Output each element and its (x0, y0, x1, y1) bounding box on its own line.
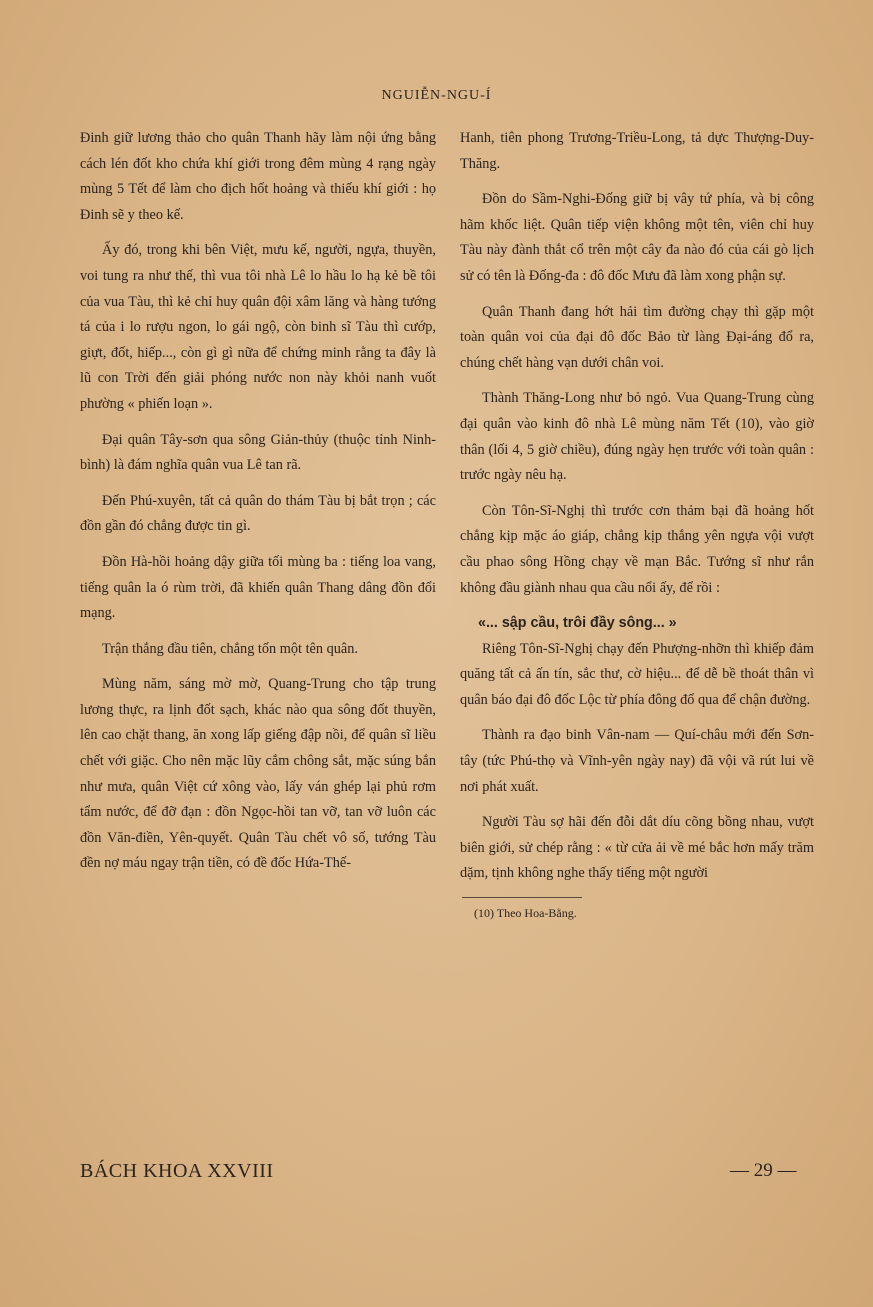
paragraph: Quân Thanh đang hớt hải tìm đường chạy thì gặp một toàn quân voi của đại đô đốc Bảo từ làng Đại-áng đổ ra, chúng chết hàng vạn dưới chân voi. (460, 303, 814, 371)
page-number: — 29 — (730, 1160, 797, 1181)
paragraph: Đại quân Tây-sơn qua sông Giản-thủy (thuộc tỉnh Ninh-bình) là đám nghĩa quân vua Lê tan rã. (80, 431, 436, 474)
paragraph: Còn Tôn-Sĩ-Nghị thì trước cơn thảm bại đã hoảng hốt chẳng kịp mặc áo giáp, chẳng kịp thắng yên ngựa vội vượt cầu phao sông Hồng chạy về mạn Bắc. Tướng sĩ như rắn không đầu giành nhau qua cầu nổi ấy, để rồi : (460, 502, 814, 596)
paragraph: Người Tàu sợ hãi đến đỗi dắt díu cõng bồng nhau, vượt biên giới, sử chép rằng : « từ cửa ải về mé bắc hơn mấy trăm dặm, tịnh không nghe thấy tiếng một người (460, 814, 814, 882)
paragraph: Hanh, tiên phong Trương-Triều-Long, tả dực Thượng-Duy-Thăng. (460, 130, 814, 172)
publication-footer: BÁCH KHOA XXVIII (80, 1160, 274, 1182)
paragraph: Đinh giữ lương thảo cho quân Thanh hãy làm nội ứng bằng cách lén đốt kho chứa khí giới trong đêm mùng 4 rạng ngày mùng 5 Tết để làm cho địch hốt hoảng và thiếu khí giới : họ Đinh sẽ y theo kế. (80, 130, 436, 223)
paragraph: Mùng năm, sáng mờ mờ, Quang-Trung cho tập trung lương thực, ra lịnh đốt sạch, khác nào qua sông đốt thuyền, lên cao chặt thang, ăn xong lấp giếng đập nồi, để quân sĩ liều chết với giặc. Cho nên mặc lũy cắm chông sắt, mặc súng bắn như mưa, quân Việt cứ xông vào, lấy ván ghép lại phủ rơm tẩm nước, để đỡ đạn : đồn Ngọc-hồi tan vỡ, tan vỡ luôn các đồn Văn-điền, Yên-quyết. Quân Tàu chết vô số, tướng Tàu đền nợ máu ngay trận tiền, có đề đốc Hứa-Thế- (80, 676, 436, 872)
paragraph: Thành ra đạo binh Vân-nam — Quí-châu mới đến Sơn-tây (tức Phú-thọ và Vĩnh-yên ngày nay) đã vội vã rút lui về nơi phát xuất. (460, 727, 814, 795)
paragraph: Đến Phú-xuyên, tất cả quân do thám Tàu bị bắt trọn ; các đồn gần đó chẳng được tin gì. (80, 492, 436, 535)
paragraph: Thành Thăng-Long như bỏ ngỏ. Vua Quang-Trung cùng đại quân vào kinh đô nhà Lê mùng năm Tết (10), vào giờ thân (lối 4, 5 giờ chiều), đúng ngày hẹn trước với toàn quân : trước ngày nêu hạ. (460, 390, 814, 484)
running-title: NGUIỄN-NGU-Í (381, 88, 492, 103)
paragraph: Đồn do Sầm-Nghi-Đống giữ bị vây tứ phía, và bị công hãm khốc liệt. Quân tiếp viện không một tên, viên chỉ huy Tàu này đành thắt cổ trên một cây đa nào đó của cái gò lịch sử có tên là Đống-đa : đô đốc Mưu đã làm xong phận sự. (460, 191, 814, 284)
block-quote: «... sập cầu, trôi đầy sông... » (478, 615, 677, 632)
footnote-divider (462, 897, 582, 898)
paragraph: Riêng Tôn-Sĩ-Nghị chạy đến Phượng-nhỡn thì khiếp đảm quăng tất cả ấn tín, sắc thư, cờ hiệu... để dễ bề thoát thân vì quân báo đại đô đốc Lộc từ phía đông đổ qua để chận đường. (460, 640, 814, 708)
paragraph: Trận thắng đầu tiên, chẳng tốn một tên quân. (102, 640, 358, 657)
right-column (460, 126, 814, 921)
paragraph: Ấy đó, trong khi bên Việt, mưu kế, người, ngựa, thuyền, voi tung ra như thế, thì vua tôi nhà Lê lo hầu lo hạ kẻ bề tôi của vua Tàu, thì kẻ chỉ huy quân đội xâm lăng và hàng tướng tá của i lo rượu ngon, lo gái ngộ, còn binh sĩ Tàu thì cướp, giựt, đốt, hiếp..., còn gì gì nữa để chứng minh rằng ta đây là lũ con Trời đến giải phóng nước non này khỏi nanh vuốt phường « phiến loạn ». (80, 242, 436, 412)
footnote: (10) Theo Hoa-Bằng. (474, 906, 577, 921)
left-column (80, 126, 436, 887)
paragraph: Đồn Hà-hồi hoảng dậy giữa tối mùng ba : tiếng loa vang, tiếng quân la ó rùm trời, đã khiến quân Thang dâng đồn đổi mạng. (80, 553, 436, 622)
